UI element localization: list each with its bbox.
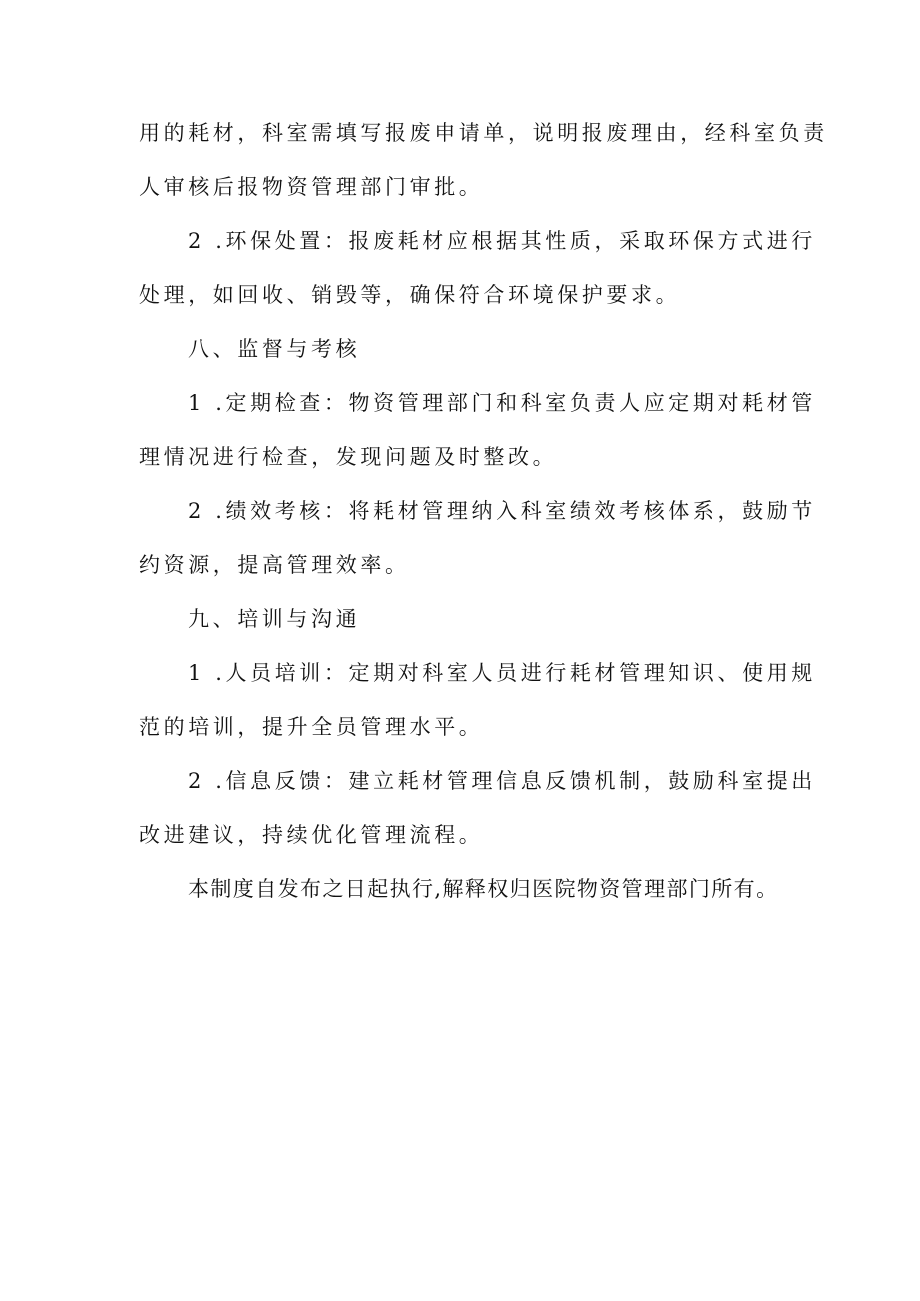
section-heading-8: 八、监督与考核 bbox=[188, 337, 361, 361]
paragraph-line-13: 2 .信息反馈：建立耗材管理信息反馈机制，鼓励科室提出 bbox=[188, 769, 816, 793]
paragraph-line-2: 人审核后报物资管理部门审批。 bbox=[139, 175, 484, 199]
paragraph-line-9: 约资源，提高管理效率。 bbox=[139, 553, 410, 577]
paragraph-line-14: 改进建议，持续优化管理流程。 bbox=[139, 823, 484, 847]
closing-statement: 本制度自发布之日起执行,解释权归医院物资管理部门所有。 bbox=[188, 877, 779, 901]
paragraph-line-8: 2 .绩效考核：将耗材管理纳入科室绩效考核体系，鼓励节 bbox=[188, 499, 816, 523]
paragraph-line-1: 用的耗材，科室需填写报废申请单，说明报废理由，经科室负责 bbox=[139, 121, 828, 145]
section-heading-9: 九、培训与沟通 bbox=[188, 607, 361, 631]
paragraph-line-7: 理情况进行检查，发现问题及时整改。 bbox=[139, 445, 558, 469]
paragraph-line-6: 1 .定期检查：物资管理部门和科室负责人应定期对耗材管 bbox=[188, 391, 816, 415]
paragraph-line-11: 1 .人员培训：定期对科室人员进行耗材管理知识、使用规 bbox=[188, 661, 816, 685]
paragraph-line-4: 处理，如回收、销毁等，确保符合环境保护要求。 bbox=[139, 283, 681, 307]
paragraph-line-12: 范的培训，提升全员管理水平。 bbox=[139, 715, 484, 739]
paragraph-line-3: 2 .环保处置：报废耗材应根据其性质，采取环保方式进行 bbox=[188, 229, 816, 253]
